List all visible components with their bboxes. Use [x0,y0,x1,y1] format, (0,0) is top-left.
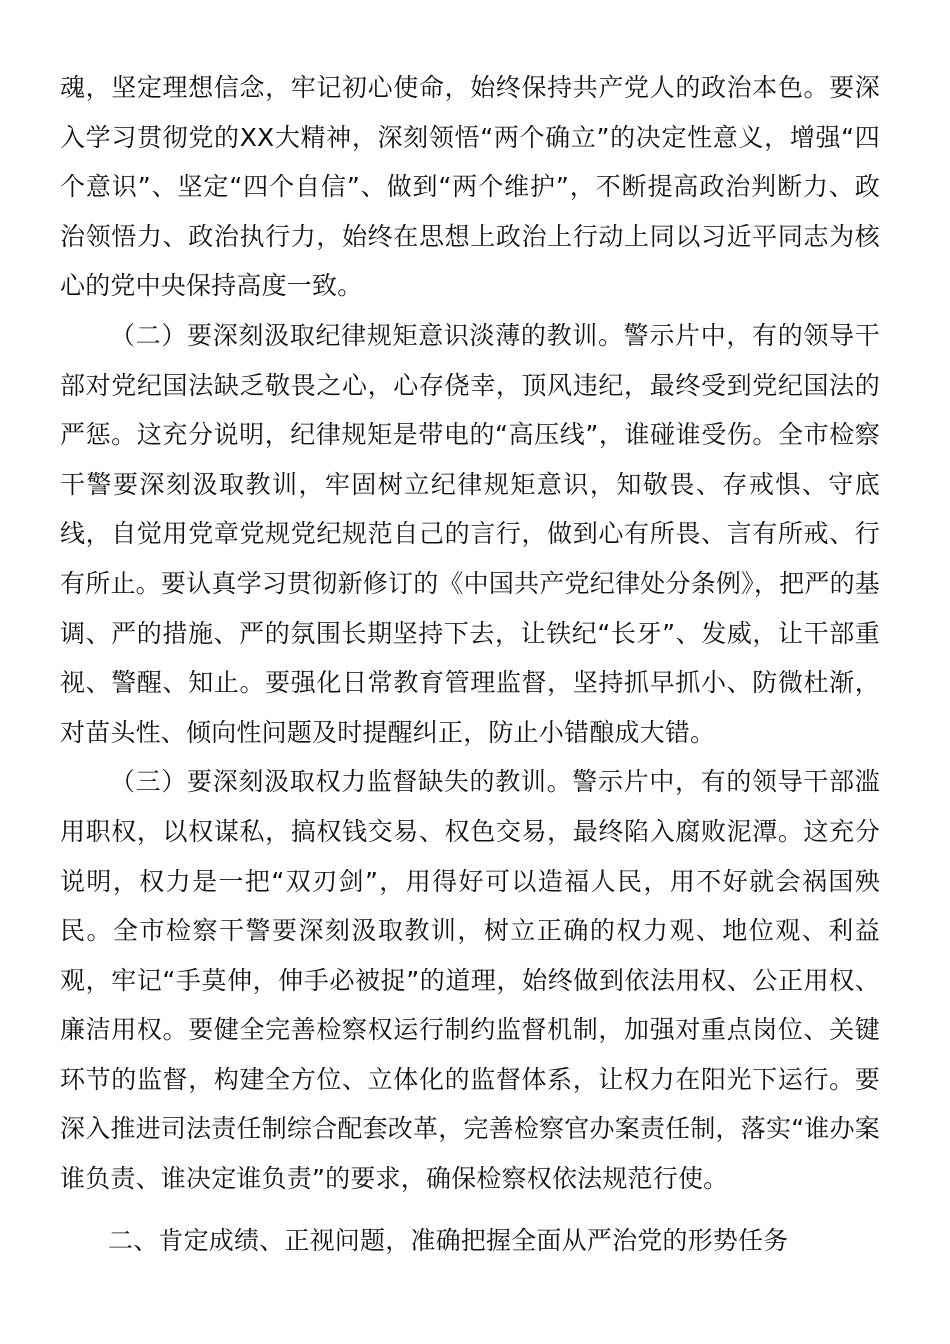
document-body [60,63,880,1265]
paragraph-continuation: 魂，坚定理想信念，牢记初心使命，始终保持共产党人的政治本色。要深入学习贯彻党的XX大精神，深刻领悟“两个确立”的决定性意义，增强“四个意识”、坚定“四个自信”、做到“两个维护”，不断提高政治判断力、政治领悟力、政治执行力，始终在思想上政治上行动上同以习近平同志为核心的党中央保持高度一致。 [60,73,880,301]
section-heading: 二、肯定成绩、正视问题，准确把握全面从严治党的形势任务 [108,1225,789,1255]
paragraph-section-two: （二）要深刻汲取纪律规矩意识淡薄的教训。警示片中，有的领导干部对党纪国法缺乏敬畏之心，心存侥幸，顶风违纪，最终受到党纪国法的严惩。这充分说明，纪律规矩是带电的“高压线”，谁碰谁受伤。全市检察干警要深刻汲取教训，牢固树立纪律规矩意识，知敬畏、存戒惧、守底线，自觉用党章党规党纪规范自己的言行，做到心有所畏、言有所戒、行有所止。要认真学习贯彻新修订的《中国共产党纪律处分条例》，把严的基调、严的措施、严的氛围长期坚持下去，让铁纪“长牙”、发威，让干部重视、警醒、知止。要强化日常教育管理监督，坚持抓早抓小、防微杜渐，对苗头性、倾向性问题及时提醒纠正，防止小错酿成大错。 [60,320,880,747]
paragraph-section-three: （三）要深刻汲取权力监督缺失的教训。警示片中，有的领导干部滥用职权，以权谋私，搞权钱交易、权色交易，最终陷入腐败泥潭。这充分说明，权力是一把“双刃剑”，用得好可以造福人民，用不好就会祸国殃民。全市检察干警要深刻汲取教训，树立正确的权力观、地位观、利益观，牢记“手莫伸，伸手必被捉”的道理，始终做到依法用权、公正用权、廉洁用权。要健全完善检察权运行制约监督机制，加强对重点岗位、关键环节的监督，构建全方位、立体化的监督体系，让权力在阳光下运行。要深入推进司法责任制综合配套改革，完善检察官办案责任制，落实“谁办案谁负责、谁决定谁负责”的要求，确保检察权依法规范行使。 [60,767,880,1194]
